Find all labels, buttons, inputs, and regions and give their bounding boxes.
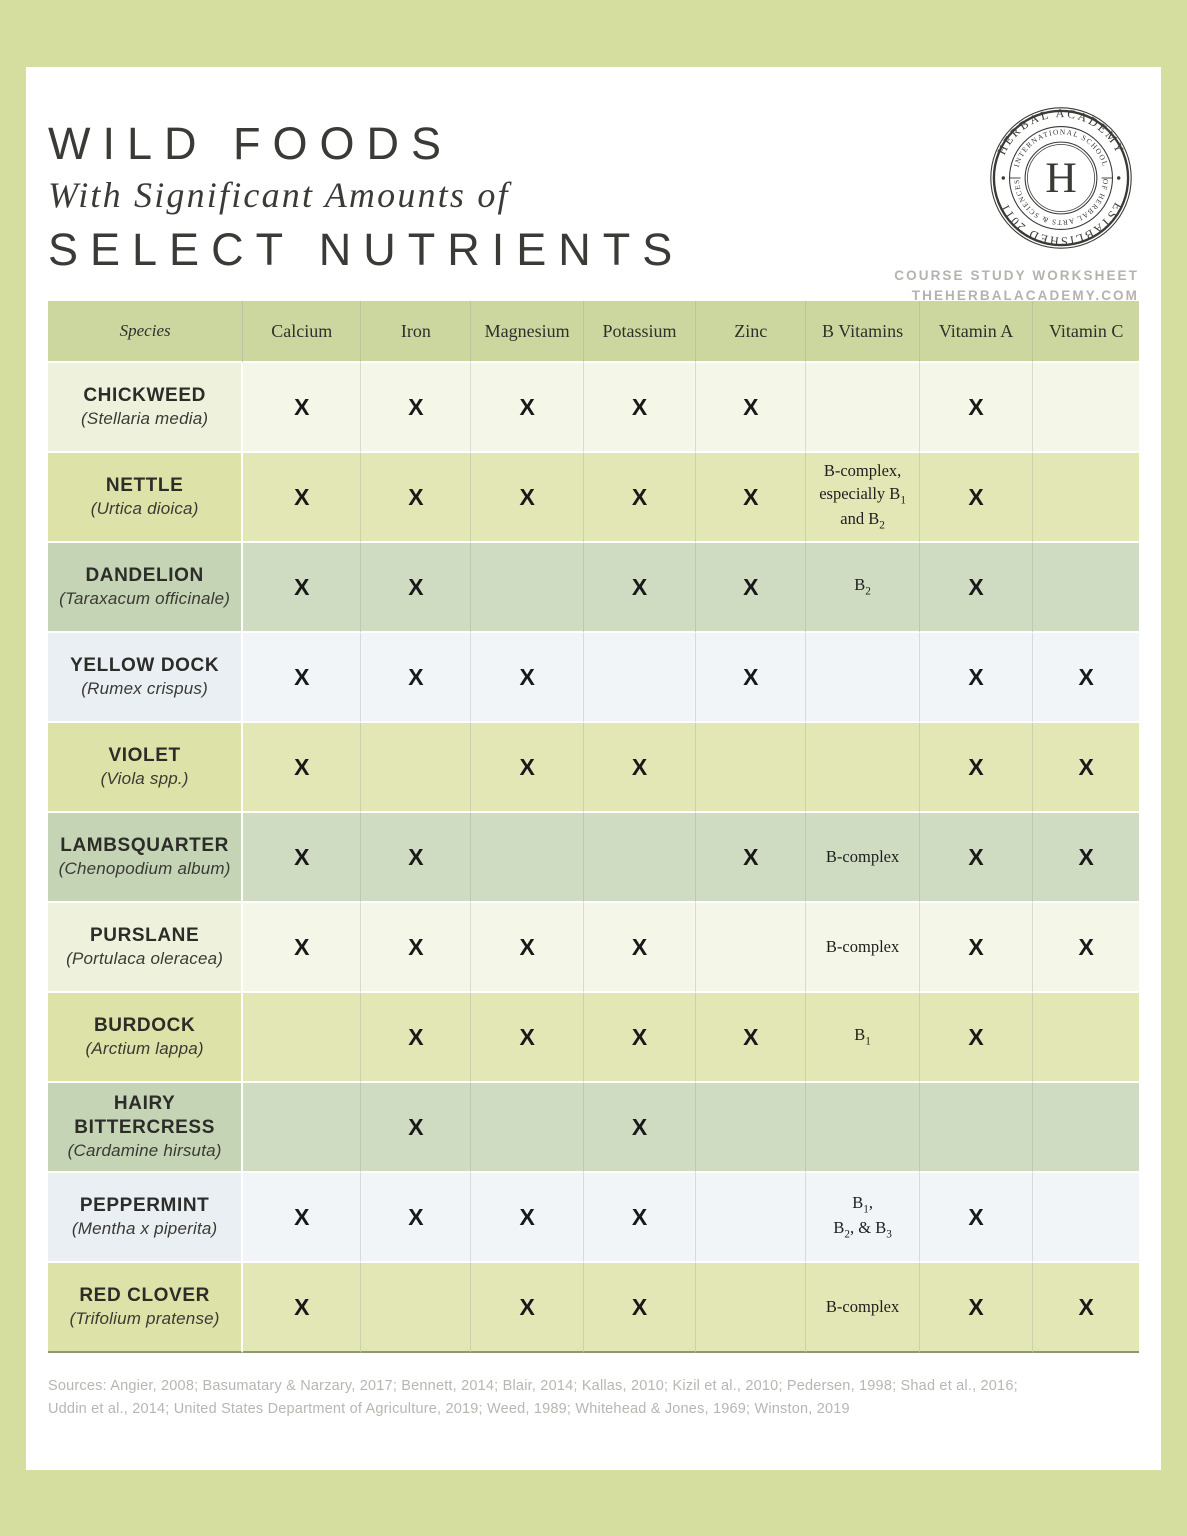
cell-vitamin-c: X [1033,903,1139,993]
species-common-name: VIOLET [108,744,181,766]
cell-potassium: X [584,1083,696,1173]
species-latin-name: (Arctium lappa) [85,1039,204,1059]
cell-iron: X [361,903,471,993]
table-row [48,633,1139,723]
cell-magnesium: X [471,723,583,813]
seal-outer-bottom-text: ESTABLISHED 2011 [996,200,1126,249]
worksheet-meta [839,266,1139,307]
cell-vitamin-a: X [920,543,1034,633]
species-latin-name: (Rumex crispus) [81,679,208,699]
species-latin-name: (Cardamine hirsuta) [67,1141,222,1161]
cell-iron: X [361,453,471,543]
cell-zinc: X [696,993,806,1083]
cell-b-vitamins [806,723,920,813]
cell-b-vitamins [806,633,920,723]
cell-vitamin-a: X [920,993,1034,1083]
table-row [48,543,1139,633]
cell-b-vitamins: B-complex [806,903,920,993]
table-row [48,993,1139,1083]
cell-iron [361,1263,471,1353]
cell-vitamin-c [1033,993,1139,1083]
cell-b-vitamins: $B_1$, $B_2$, & $B_3$ [806,1173,920,1263]
table-row [48,903,1139,993]
cell-potassium: X [584,1263,696,1353]
cell-zinc [696,1083,806,1173]
cell-b-vitamins [806,363,920,453]
cell-calcium: X [243,723,361,813]
cell-magnesium: X [471,1263,583,1353]
cell-zinc [696,1173,806,1263]
cell-calcium [243,1083,361,1173]
cell-vitamin-a: X [920,1173,1034,1263]
cell-calcium: X [243,903,361,993]
cell-zinc: X [696,813,806,903]
cell-vitamin-a: X [920,723,1034,813]
page-title-line1: WILD FOODS [48,118,454,169]
cell-magnesium [471,813,583,903]
cell-b-vitamins [806,1083,920,1173]
cell-iron: X [361,1083,471,1173]
cell-iron: X [361,813,471,903]
table-row [48,453,1139,543]
seal-inner-bottom-text: OF HERBAL ARTS & SCIENCES [1011,178,1111,228]
cell-b-vitamins: $B_2$ [806,543,920,633]
cell-vitamin-c [1033,543,1139,633]
species-cell [48,1083,243,1173]
species-common-name: BURDOCK [93,1014,196,1036]
cell-vitamin-c [1033,1173,1139,1263]
species-cell [48,1173,243,1263]
table-header-row [48,301,1139,363]
cell-calcium [243,993,361,1083]
column-header-vitamin-c: Vitamin C [1033,301,1139,363]
column-header-magnesium: Magnesium [471,301,583,363]
nutrients-table [48,301,1139,1353]
cell-vitamin-c: X [1033,813,1139,903]
cell-zinc: X [696,453,806,543]
cell-b-vitamins: B-complex [806,813,920,903]
cell-calcium: X [243,543,361,633]
cell-vitamin-c: X [1033,723,1139,813]
cell-magnesium: X [471,1173,583,1263]
cell-potassium: X [584,1173,696,1263]
species-common-name: PEPPERMINT [79,1194,210,1216]
column-header-zinc: Zinc [696,301,806,363]
species-latin-name: (Viola spp.) [100,769,189,789]
species-latin-name: (Mentha x piperita) [71,1219,218,1239]
cell-magnesium: X [471,903,583,993]
table-row [48,1263,1139,1353]
cell-potassium [584,633,696,723]
species-latin-name: (Portulaca oleracea) [66,949,224,969]
sources-note [48,1375,1139,1421]
column-header-b-vitamins: B Vitamins [806,301,920,363]
cell-calcium: X [243,813,361,903]
cell-zinc: X [696,633,806,723]
species-latin-name: (Stellaria media) [81,409,209,429]
cell-vitamin-c [1033,363,1139,453]
cell-iron: X [361,543,471,633]
cell-potassium: X [584,543,696,633]
species-common-name: CHICKWEED [83,384,206,406]
cell-calcium: X [243,633,361,723]
species-common-name: RED CLOVER [79,1284,210,1306]
worksheet-website: THEHERBALACADEMY.COM [911,288,1139,304]
column-header-potassium: Potassium [584,301,696,363]
cell-vitamin-c [1033,1083,1139,1173]
species-cell [48,543,243,633]
species-cell [48,993,243,1083]
cell-magnesium [471,1083,583,1173]
table-row [48,1083,1139,1173]
cell-vitamin-a [920,1083,1034,1173]
cell-vitamin-a: X [920,903,1034,993]
cell-potassium: X [584,363,696,453]
species-cell [48,363,243,453]
seal-wrap [839,100,1139,256]
cell-iron: X [361,633,471,723]
cell-zinc [696,1263,806,1353]
cell-potassium: X [584,453,696,543]
cell-zinc: X [696,543,806,633]
cell-iron: X [361,363,471,453]
species-latin-name: (Trifolium pratense) [69,1309,220,1329]
table-row [48,723,1139,813]
cell-magnesium: X [471,363,583,453]
cell-potassium: X [584,903,696,993]
cell-vitamin-a: X [920,633,1034,723]
cell-potassium: X [584,993,696,1083]
cell-vitamin-c: X [1033,1263,1139,1353]
species-common-name: PURSLANE [89,924,200,946]
cell-iron: X [361,1173,471,1263]
cell-potassium: X [584,723,696,813]
species-common-name: LAMBSQUARTER [60,834,229,856]
cell-magnesium: X [471,633,583,723]
sources-line-2: Uddin et al., 2014; United States Department of Agriculture, 2019; Weed, 1989; Whitehead & Jones, 1969; Winston, 2019 [48,1401,850,1418]
cell-calcium: X [243,453,361,543]
species-latin-name: (Taraxacum officinale) [59,589,231,609]
species-common-name: YELLOW DOCK [70,654,220,676]
species-cell [48,813,243,903]
column-header-species: Species [48,301,243,363]
table-row [48,813,1139,903]
page-header [48,92,1139,304]
species-cell [48,903,243,993]
species-latin-name: (Urtica dioica) [90,499,199,519]
cell-magnesium [471,543,583,633]
sources-line-1: Sources: Angier, 2008; Basumatary & Narzary, 2017; Bennett, 2014; Blair, 2014; Kallas, 2010; Kizil et al., 2010; Pedersen, 1998; Shad et al., 2016; [48,1378,1018,1394]
cell-calcium: X [243,363,361,453]
herbal-academy-seal-icon [983,100,1139,256]
cell-vitamin-a: X [920,813,1034,903]
column-header-iron: Iron [361,301,471,363]
cell-vitamin-a: X [920,363,1034,453]
cell-iron [361,723,471,813]
table-row [48,363,1139,453]
cell-b-vitamins: B-complex, especially $B_1$ and $B_2$ [806,453,920,543]
species-cell [48,1263,243,1353]
cell-vitamin-c [1033,453,1139,543]
column-header-vitamin-a: Vitamin A [920,301,1034,363]
species-cell [48,633,243,723]
page-title-line3: SELECT NUTRIENTS [48,223,685,275]
worksheet-label: COURSE STUDY WORKSHEET [894,268,1139,283]
cell-zinc: X [696,363,806,453]
species-cell [48,723,243,813]
cell-calcium: X [243,1263,361,1353]
brand-block [839,100,1139,307]
cell-vitamin-c: X [1033,633,1139,723]
cell-b-vitamins: $B_1$ [806,993,920,1083]
species-latin-name: (Chenopodium album) [58,859,231,879]
page-title-line2: With Significant Amounts of [48,175,510,216]
cell-vitamin-a: X [920,1263,1034,1353]
worksheet-page [26,67,1161,1470]
seal-inner-top-text: INTERNATIONAL SCHOOL [1011,127,1111,169]
cell-zinc [696,903,806,993]
cell-iron: X [361,993,471,1083]
species-common-name: HAIRY BITTERCRESS [74,1092,215,1139]
cell-zinc [696,723,806,813]
table-row [48,1173,1139,1263]
cell-magnesium: X [471,993,583,1083]
seal-monogram: H [1045,154,1077,202]
table-body [48,363,1139,1353]
species-common-name: NETTLE [105,474,184,496]
column-header-calcium: Calcium [243,301,361,363]
cell-vitamin-a: X [920,453,1034,543]
species-cell [48,453,243,543]
species-common-name: DANDELION [85,564,204,586]
seal-outer-top-text: HERBAL ACADEMY [994,106,1128,157]
cell-potassium [584,813,696,903]
cell-magnesium: X [471,453,583,543]
cell-b-vitamins: B-complex [806,1263,920,1353]
cell-calcium: X [243,1173,361,1263]
